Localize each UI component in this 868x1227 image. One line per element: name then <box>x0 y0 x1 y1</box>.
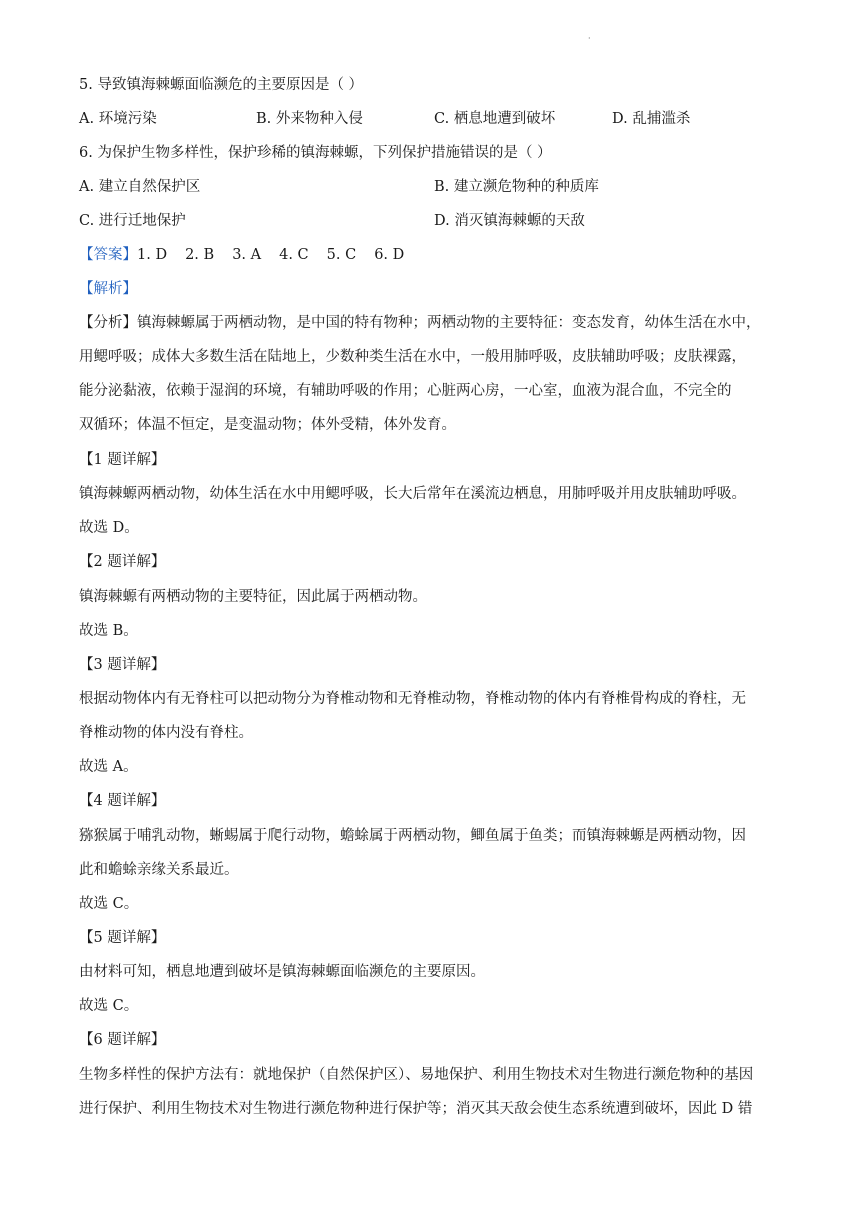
section-line: 脊椎动物的体内没有脊柱。 <box>79 725 253 741</box>
section-heading: 【4 题详解】 <box>79 793 166 809</box>
header-dot: · <box>588 34 591 43</box>
section-line: 故选 A。 <box>79 759 138 775</box>
section-line: 故选 B。 <box>79 623 138 639</box>
section-line: 此和蟾蜍亲缘关系最近。 <box>79 862 239 878</box>
q6-option-a: A. 建立自然保护区 <box>79 179 201 195</box>
answer-label: 【答案】 <box>79 247 137 263</box>
analysis-line: 【分析】镇海棘螈属于两栖动物，是中国的特有物种；两栖动物的主要特征：变态发育，幼体生活在水中， <box>79 315 761 331</box>
analysis-line: 能分泌黏液，依赖于湿润的环境，有辅助呼吸的作用；心脏两心房，一心室，血液为混合血，不完全的 <box>79 383 732 399</box>
q6-stem: 6. 为保护生物多样性，保护珍稀的镇海棘螈，下列保护措施错误的是（ ） <box>79 145 552 161</box>
section-line: 故选 D。 <box>79 520 139 536</box>
analysis-line: 双循环；体温不恒定，是变温动物；体外受精，体外发育。 <box>79 417 456 433</box>
answer-item: 3. A <box>232 247 262 263</box>
section-line: 故选 C。 <box>79 998 139 1014</box>
answer-row <box>79 245 791 265</box>
q5-option-a: A. 环境污染 <box>79 111 157 127</box>
answer-item: 2. B <box>185 247 215 263</box>
section-heading: 【2 题详解】 <box>79 554 166 570</box>
q6-option-c: C. 进行迁地保护 <box>79 213 186 229</box>
q5-stem: 5. 导致镇海棘螈面临濒危的主要原因是（ ） <box>79 77 364 93</box>
q5-option-d: D. 乱捕滥杀 <box>612 111 691 127</box>
section-line: 根据动物体内有无脊柱可以把动物分为脊椎动物和无脊椎动物，脊椎动物的体内有脊椎骨构成的脊柱，无 <box>79 691 746 707</box>
section-line: 猕猴属于哺乳动物，蜥蜴属于爬行动物，蟾蜍属于两栖动物，鲫鱼属于鱼类；而镇海棘螈是两栖动物，因 <box>79 828 746 844</box>
q5-option-c: C. 栖息地遭到破坏 <box>434 111 556 127</box>
q6-option-d: D. 消灭镇海棘螈的天敌 <box>434 213 585 229</box>
section-heading: 【6 题详解】 <box>79 1032 166 1048</box>
section-heading: 【5 题详解】 <box>79 930 166 946</box>
section-line: 进行保护、利用生物技术对生物进行濒危物种进行保护等；消灭其天敌会使生态系统遭到破坏，因此 D 错 <box>79 1101 753 1117</box>
section-line: 由材料可知，栖息地遭到破坏是镇海棘螈面临濒危的主要原因。 <box>79 964 485 980</box>
q5-option-b: B. 外来物种入侵 <box>256 111 363 127</box>
section-heading: 【1 题详解】 <box>79 452 166 468</box>
answer-item: 4. C <box>279 247 309 263</box>
section-line: 生物多样性的保护方法有：就地保护（自然保护区）、易地保护、利用生物技术对生物进行濒危物种的基因 <box>79 1067 754 1083</box>
analysis-line: 用鳃呼吸；成体大多数生活在陆地上，少数种类生活在水中，一般用肺呼吸，皮肤辅助呼吸；皮肤裸露， <box>79 349 746 365</box>
section-line: 镇海棘螈两栖动物，幼体生活在水中用鳃呼吸，长大后常年在溪流边栖息，用肺呼吸并用皮肤辅助呼吸。 <box>79 486 746 502</box>
section-line: 故选 C。 <box>79 896 139 912</box>
answer-item: 1. D <box>137 247 168 263</box>
answer-item: 6. D <box>374 247 405 263</box>
section-line: 镇海棘螈有两栖动物的主要特征，因此属于两栖动物。 <box>79 589 427 605</box>
analysis-label: 【解析】 <box>79 281 137 297</box>
q6-option-b: B. 建立濒危物种的种质库 <box>434 179 599 195</box>
answer-item: 5. C <box>326 247 357 263</box>
section-heading: 【3 题详解】 <box>79 657 166 673</box>
